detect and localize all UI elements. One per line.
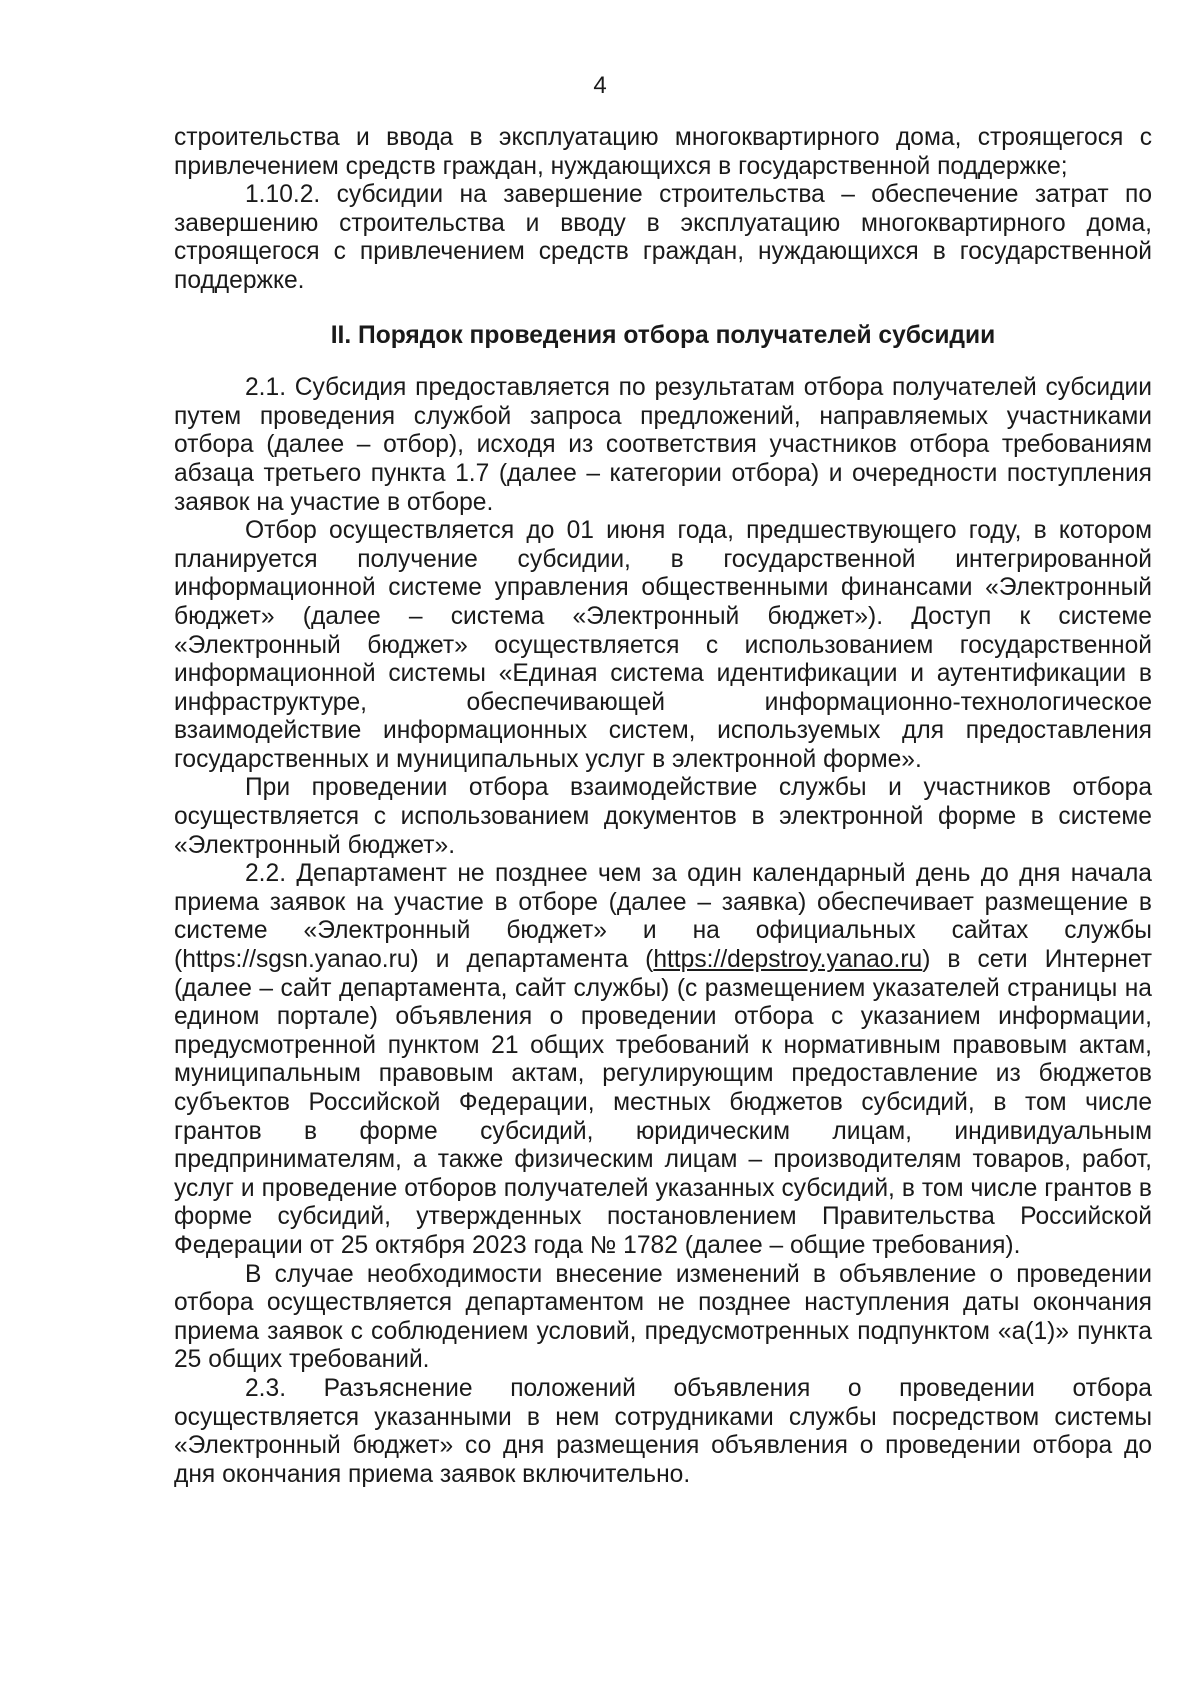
- paragraph-2-2: [174, 860, 1152, 1260]
- paragraph-2-3: 2.3. Разъяснение положений объявления о проведении отбора осуществляется указанными в нем сотрудниками службы посредством системы «Электронный бюджет» со дня размещения объявления о проведении отбора до дня окончания приема заявок включительно.: [174, 1374, 1152, 1488]
- paragraph-selection-deadline: Отбор осуществляется до 01 июня года, предшествующего году, в котором планируется получение субсидии, в государственной интегрированной информационной системе управления общественными финансами «Электронный бюджет» (далее – система «Электронный бюджет»). Доступ к системе «Электронный бюджет» осуществляется с использованием государственной информационной системы «Единая система идентификации и аутентификации в инфраструктуре, обеспечивающей информационно-технологическое взаимодействие информационных систем, используемых для предоставления государственных и муниципальных услуг в электронной форме».: [174, 517, 1152, 773]
- paragraph-2-2-text-start: 2.2. Департамент не позднее чем за один календарный день до дня начала приема заявок на участие в отборе (далее – заявка) обеспечивает размещение в системе «Электронный бюджет» и на официальных сайтах службы (https://sgsn.yanao.ru) и департамента (: [174, 860, 1152, 974]
- continued-paragraph: строительства и ввода в эксплуатацию многоквартирного дома, строящегося с привлечением средств граждан, нуждающихся в государственной поддержке;: [174, 124, 1152, 180]
- section-title: II. Порядок проведения отбора получателей субсидии: [330, 321, 996, 349]
- paragraph-interaction: При проведении отбора взаимодействие службы и участников отбора осуществляется с использованием документов в электронной форме в системе «Электронный бюджет».: [174, 774, 1152, 859]
- document-body: [174, 124, 1152, 1489]
- paragraph-changes: В случае необходимости внесение изменений в объявление о проведении отбора осуществляется департаментом не позднее наступления даты окончания приема заявок с соблюдением условий, предусмотренных подпунктом «а(1)» пункта 25 общих требований.: [174, 1260, 1152, 1374]
- page-number: 4: [593, 72, 607, 99]
- depstroy-link[interactable]: https://depstroy.yanao.ru: [653, 946, 923, 974]
- paragraph-1-10-2: 1.10.2. субсидии на завершение строительства – обеспечение затрат по завершению строительства и вводу в эксплуатацию многоквартирного дома, строящегося с привлечением средств граждан, нуждающихся в государственной поддержке.: [174, 181, 1152, 294]
- paragraph-2-2-text-end: ) в сети Интернет (далее – сайт департамента, сайт службы) (с размещением указателей страницы на едином портале) объявления о проведении отбора с указанием информации, предусмотренной пунктом 21 общих требований к нормативным правовым актам, муниципальным правовым актам, регулирующим предоставление из бюджетов субъектов Российской Федерации, местных бюджетов субсидий, в том числе грантов в форме субсидий, юридическим лицам, индивидуальным предпринимателям, а также физическим лицам – производителям товаров, работ, услуг и проведение отборов получателей указанных субсидий, в том числе грантов в форме субсидий, утвержденных постановлением Правительства Российской Федерации от 25 октября 2023 года № 1782 (далее – общие требования).: [174, 946, 1152, 1259]
- paragraph-2-1: 2.1. Субсидия предоставляется по результатам отбора получателей субсидии путем проведения службой запроса предложений, направляемых участниками отбора (далее – отбор), исходя из соответствия участников отбора требованиям абзаца третьего пункта 1.7 (далее – категории отбора) и очередности поступления заявок на участие в отборе.: [174, 374, 1152, 516]
